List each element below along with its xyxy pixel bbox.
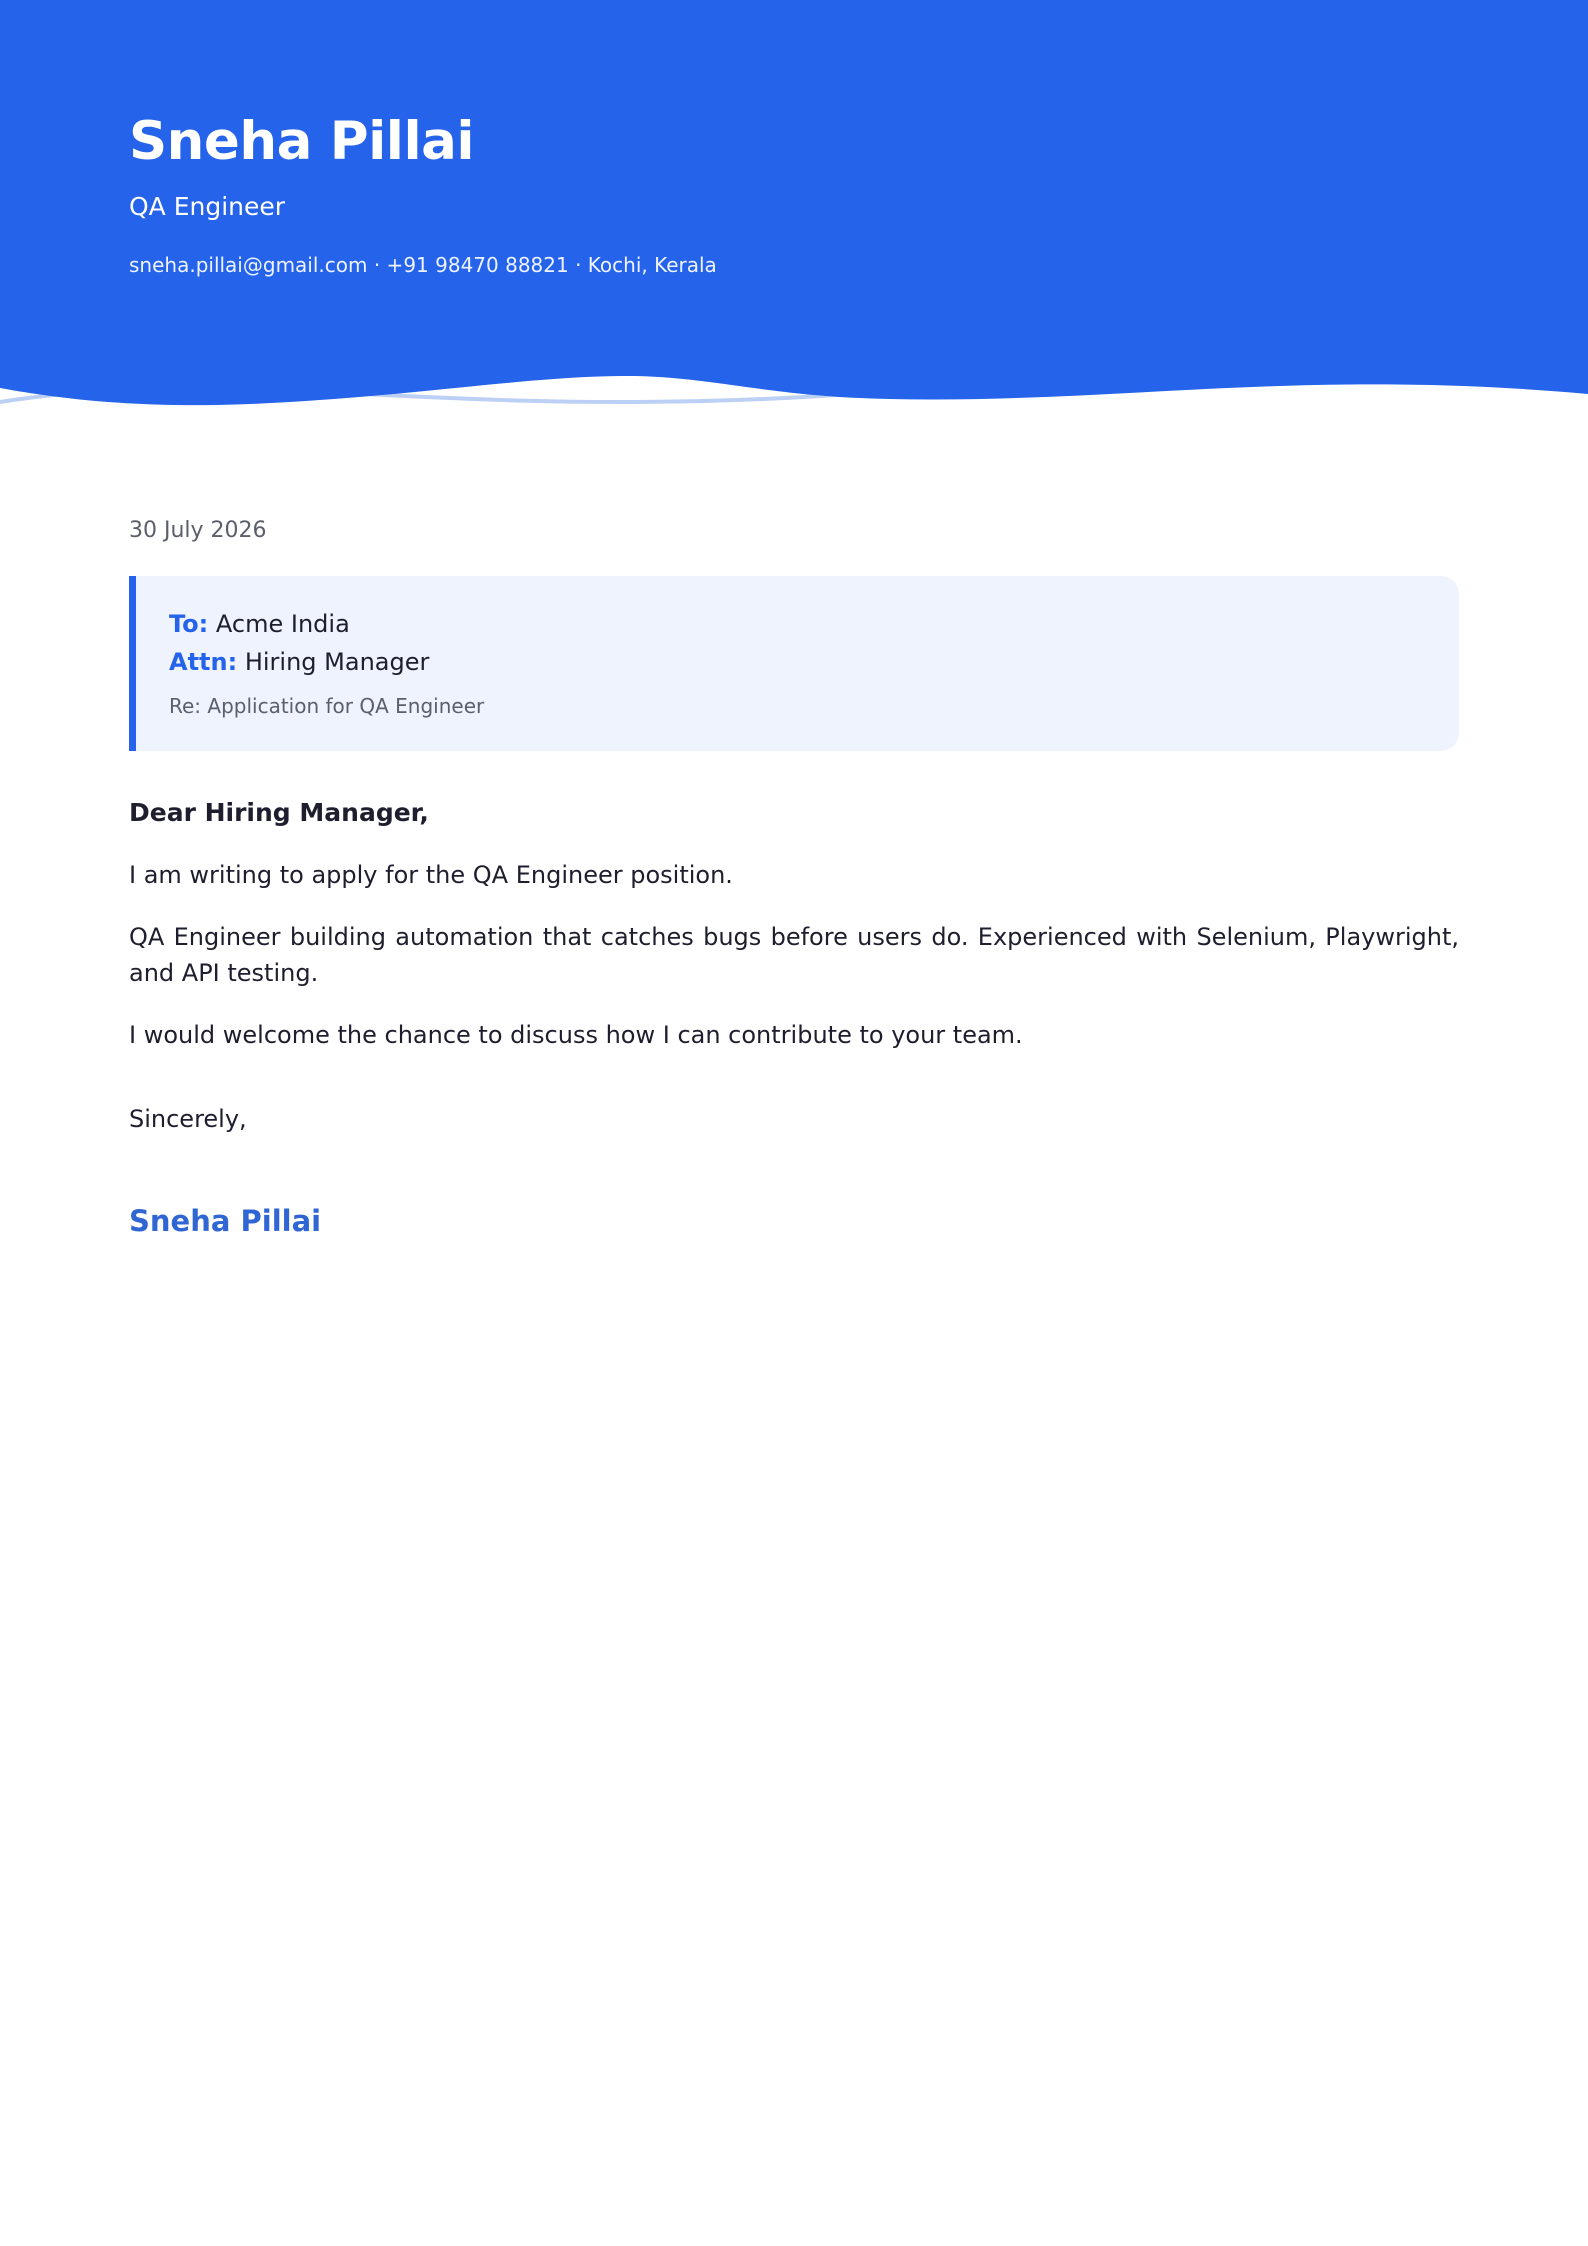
applicant-role: QA Engineer <box>129 192 286 221</box>
subject-line: Re: Application for QA Engineer <box>169 694 485 718</box>
recipient-block <box>129 576 1459 751</box>
salutation: Dear Hiring Manager, <box>129 798 429 827</box>
contact-info: sneha.pillai@gmail.com · +91 98470 88821 · Kochi, Kerala <box>129 253 717 277</box>
letter-date: 30 July 2026 <box>129 518 267 543</box>
signature: Sneha Pillai <box>129 1204 322 1238</box>
recipient-attn-line <box>169 643 1426 681</box>
letter-body <box>129 514 1459 1241</box>
closing: Sincerely, <box>129 1105 247 1133</box>
attn-value: Hiring Manager <box>244 648 430 676</box>
paragraph-experience: QA Engineer building automation that catches bugs before users do. Experienced with Selenium, Playwright, and API testing. <box>129 923 1459 987</box>
to-value: Acme India <box>215 610 350 638</box>
to-label: To: <box>169 610 209 638</box>
recipient-to-line <box>169 605 1426 643</box>
paragraph-closing: I would welcome the chance to discuss how I can contribute to your team. <box>129 1021 1023 1049</box>
attn-label: Attn: <box>169 648 238 676</box>
header <box>129 108 717 279</box>
paragraph-intro: I am writing to apply for the QA Engineer position. <box>129 861 733 889</box>
applicant-name: Sneha Pillai <box>129 111 475 172</box>
